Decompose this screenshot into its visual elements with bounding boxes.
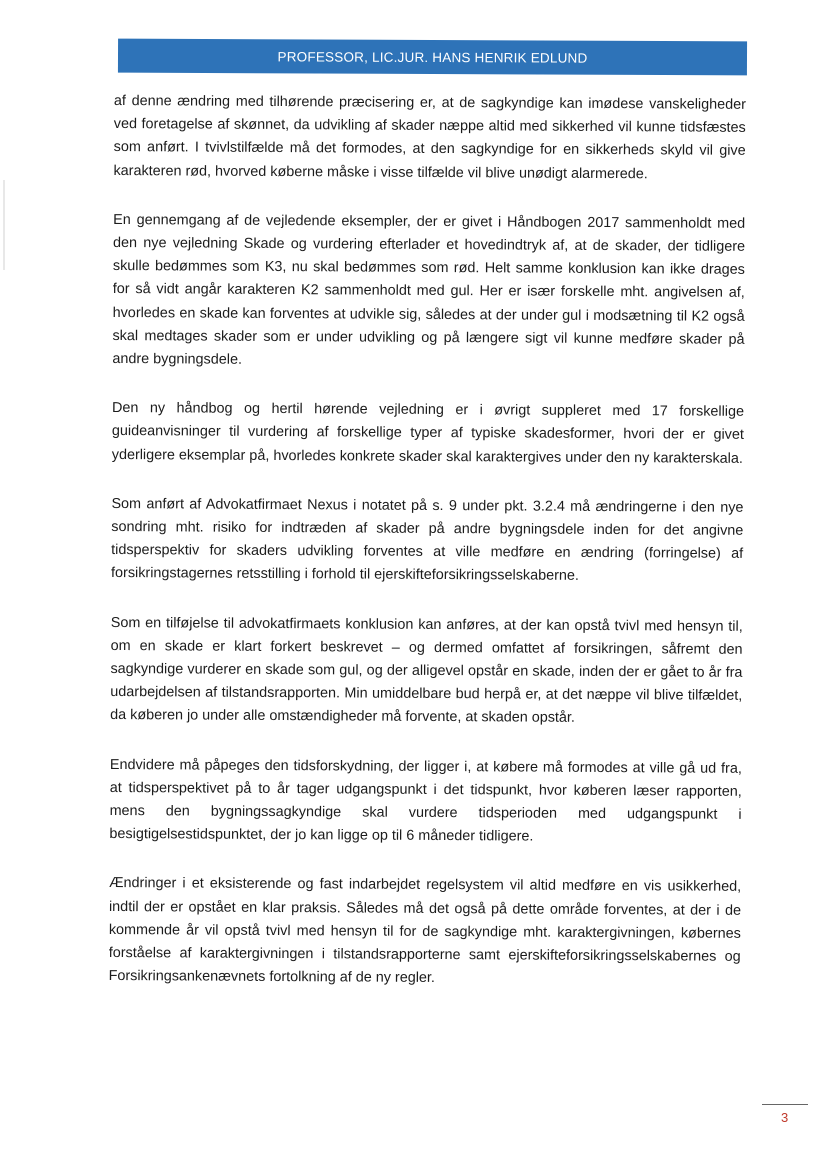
paragraph-7: Ændringer i et eksisterende og fast indarbejdet regelsystem vil altid medføre en vis usikkerhed, indtil der er opstået en klar praksis. Således må det også på dette område forventes, at der i de kommende år vil opstå tvivl med hensyn til for de sagkyndige mht. karaktergivningen, købernes forståelse af karaktergivningen i tilstandsrapporterne samt ejerskifteforsikringsselskabernes og Forsikringsankenævnets fortolkning af de ny regler. (108, 875, 742, 987)
page-number: 3 (781, 1110, 789, 1125)
paragraph-3: Den ny håndbog og hertil hørende vejledning er i øvrigt suppleret med 17 forskellige guideanvisninger til vurdering af forskellige typer af typiske skadesformer, hvori der er givet yderligere eksemplar på, hvorledes konkrete skader skal karaktergives under den ny karakterskala. (111, 400, 745, 467)
scan-edge-mark (3, 180, 5, 270)
paragraph-2: En gennemgang af de vejledende eksempler, der er givet i Håndbogen 2017 sammenholdt med den nye vejledning Skade og vurdering efterlader et hovedindtryk af, at de skader, der tidligere skulle bedømmes som K3, nu skal bedømmes som rød. Helt samme konklusion kan ikke drages for så vidt angår karakteren K2 sammenholdt med gul. Her er især forskelle mht. angivelsen af, hvorledes en skade kan forventes at udvikle sig, således at der under gul i modsætning til K2 også skal medtages skader som er under udvikling og på længere sigt vil kunne medføre skader på andre bygningsdele. (112, 211, 746, 368)
footer-rule (762, 1104, 808, 1105)
paragraph-6: Endvidere må påpeges den tidsforskydning, der ligger i, at købere må formodes at ville gå ud fra, at tidsperspektivet på to år tager udgangspunkt i det tidspunkt, hvor køberen læser rapporten, mens den bygningssagkyndige skal vurdere tidsperioden med udgangspunkt i besigtigelsestidspunktet, der jo kan ligge op til 6 måneder tidligere. (109, 756, 742, 845)
paragraph-1: af denne ændring med tilhørende præcisering er, at de sagkyndige kan imødese vanskeligheder ved foretagelse af skønnet, da udvikling af skader næppe altid med sikkerhed vil kunne tidsfæstes som anført. I tvivlstilfælde må det formodes, at den sagkyndige for en sikkerheds skyld vil give karakteren rød, hvorved køberne måske i visse tilfælde vil blive unødigt alarmerede. (113, 92, 746, 182)
page-header-bar (118, 39, 747, 76)
header-title: PROFESSOR, LIC.JUR. HANS HENRIK EDLUND (277, 48, 588, 66)
document-body (108, 90, 746, 1018)
paragraph-4: Som anført af Advokatfirmaet Nexus i notatet på s. 9 under pkt. 3.2.4 må ændringerne i den nye sondring mht. risiko for indtræden af skader på andre bygningsdele inden for det angivne tidsperspektiv for skaders udvikling forventes at ville medføre en ændring (forringelse) af forsikringstagernes retsstilling i forhold til ejerskifteforsikringsselskaberne. (110, 495, 744, 585)
paragraph-5: Som en tilføjelse til advokatfirmaets konklusion kan anføres, at der kan opstå tvivl med hensyn til, om en skade er klart forkert beskrevet – og dermed omfattet af forsikringen, såfremt den sagkyndige vurderer en skade som gul, og der alligevel opstår en skade, inden der er gået to år fra udarbejdelsen af tilstandsrapporten. Min umiddelbare bud herpå er, at det næppe vil blive tilfældet, da køberen jo under alle omstændigheder må forvente, at skaden opstår. (110, 614, 743, 727)
